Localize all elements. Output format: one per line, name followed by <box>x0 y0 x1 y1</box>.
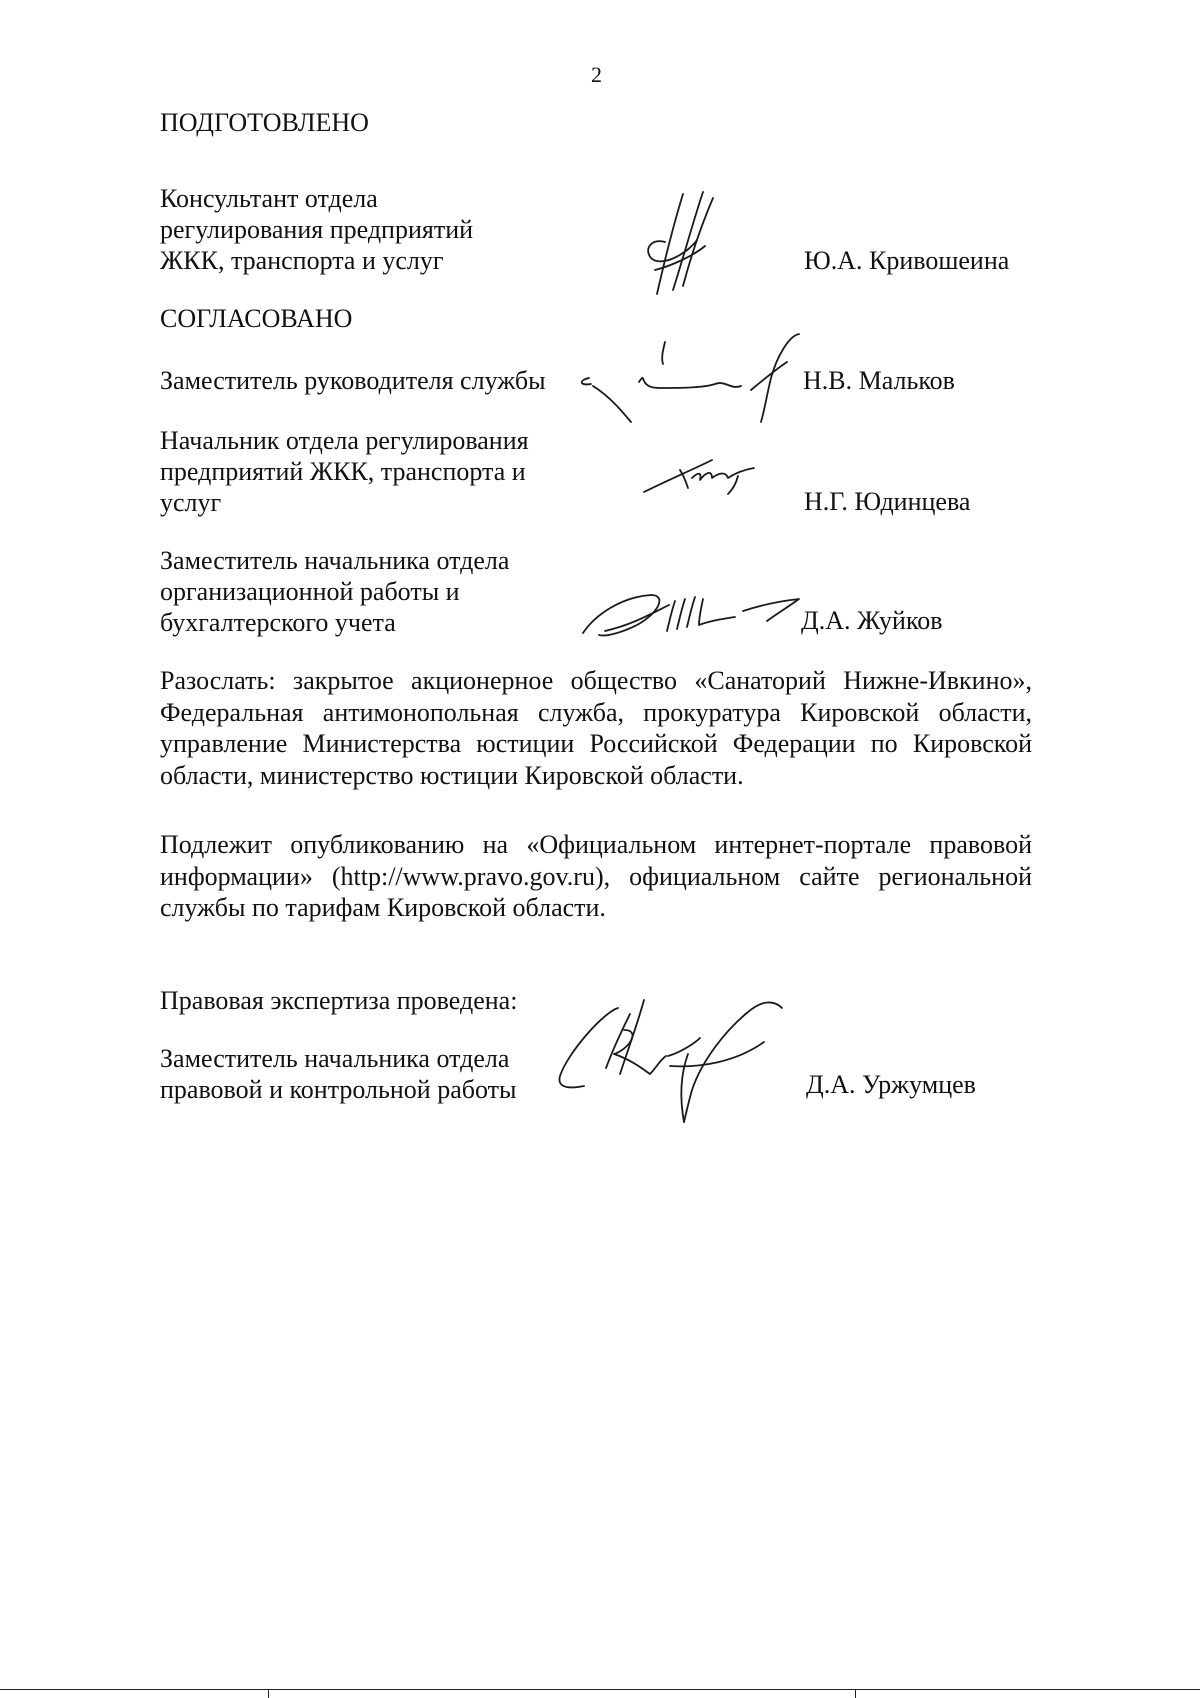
signature-malkov <box>575 330 805 430</box>
position-line: Консультант отдела <box>160 184 378 213</box>
bottom-rule-tick <box>268 1689 269 1698</box>
signer-name: Д.А. Жуйков <box>801 606 943 635</box>
prepared-position <box>160 183 620 276</box>
signer-position <box>160 545 620 638</box>
publication-paragraph <box>160 829 1032 924</box>
position-line: ЖКК, транспорта и услуг <box>160 246 444 275</box>
page-number: 2 <box>591 62 602 87</box>
signature-urzhumtsev <box>550 990 810 1125</box>
legal-review-name: Д.А. Уржумцев <box>806 1070 976 1099</box>
bottom-rule <box>0 1689 1200 1690</box>
paragraph-line: Разослать: закрытое акционерное общество «Санаторий Нижне-Ивкино», <box>160 666 1032 695</box>
distribution-paragraph <box>160 665 1032 791</box>
paragraph-line: области, министерство юстиции Кировской области. <box>160 760 744 790</box>
signature-krivosheina <box>635 190 735 300</box>
position-line: Заместитель начальника отдела <box>160 1044 510 1073</box>
legal-review-heading: Правовая экспертиза проведена: <box>160 986 518 1015</box>
signature-yudintseva <box>640 448 760 498</box>
prepared-name: Ю.А. Кривошеина <box>804 246 1010 275</box>
agreed-heading: СОГЛАСОВАНО <box>160 304 353 333</box>
signer-name: Н.Г. Юдинцева <box>804 487 971 516</box>
position-line: регулирования предприятий <box>160 215 474 244</box>
paragraph-line: информации» (http://www.pravo.gov.ru), официальном сайте региональной <box>160 861 1032 891</box>
paragraph-line: службы по тарифам Кировской области. <box>160 893 606 922</box>
position-line: Заместитель руководителя службы <box>160 366 546 395</box>
prepared-heading: ПОДГОТОВЛЕНО <box>160 108 369 137</box>
bottom-rule-tick <box>855 1689 856 1698</box>
position-line: предприятий ЖКК, транспорта и <box>160 457 526 486</box>
signature-zhuykov <box>575 585 805 645</box>
signer-position <box>160 425 620 518</box>
signer-name: Н.В. Мальков <box>803 366 955 395</box>
position-line: услуг <box>160 488 222 517</box>
signer-position <box>160 365 620 396</box>
position-line: бухгалтерского учета <box>160 608 396 637</box>
paragraph-line: Подлежит опубликованию на «Официальном интернет-портале правовой <box>160 830 1032 859</box>
paragraph-line: управление Министерства юстиции Российской Федерации по Кировской <box>160 729 1032 758</box>
position-line: правовой и контрольной работы <box>160 1075 517 1104</box>
paragraph-line: Федеральная антимонопольная служба, прокуратура Кировской области, <box>160 697 1032 727</box>
position-line: организационной работы и <box>160 577 460 606</box>
position-line: Заместитель начальника отдела <box>160 546 510 575</box>
position-line: Начальник отдела регулирования <box>160 426 529 455</box>
